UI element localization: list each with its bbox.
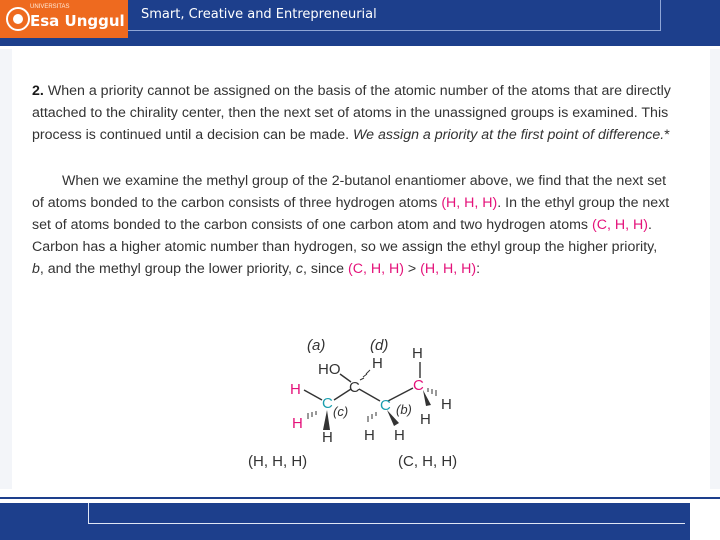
explanation-text-6: : bbox=[476, 261, 481, 277]
logo-caption: UNIVERSITAS bbox=[30, 4, 70, 10]
label-c: (c) bbox=[333, 404, 349, 419]
highlight-hhh: (H, H, H) bbox=[441, 195, 498, 211]
footer-corner bbox=[690, 503, 720, 540]
label-d: (d) bbox=[370, 337, 389, 354]
footer-divider bbox=[0, 497, 720, 499]
logo bbox=[0, 0, 128, 38]
butanol-structure-diagram bbox=[230, 330, 490, 480]
caption-methyl: (H, H, H) bbox=[248, 453, 308, 470]
explanation-text-5: , since bbox=[303, 261, 348, 277]
bond-c2-c3 bbox=[359, 389, 380, 401]
footer-frame bbox=[88, 503, 685, 524]
label-a: (a) bbox=[307, 337, 326, 354]
carbon-terminal: C bbox=[413, 377, 424, 394]
priority-c: c bbox=[295, 261, 304, 277]
priority-b: b bbox=[32, 261, 40, 277]
rule-number: 2. bbox=[32, 83, 44, 99]
carbon-center: C bbox=[349, 379, 360, 396]
greater-than: > bbox=[403, 261, 421, 277]
explanation-text-2: . In the ethyl group the next set of atoms bonded to the carbon consists of one carbon atom and two hydrogen atoms bbox=[32, 195, 670, 233]
university-logo-icon bbox=[6, 7, 30, 31]
hydrogen-c1-bottom: H bbox=[322, 429, 333, 446]
highlight-chh-2: (C, H, H) bbox=[347, 261, 404, 277]
highlight-chh: (C, H, H) bbox=[591, 217, 648, 233]
tagline: Smart, Creative and Entrepreneurial bbox=[141, 7, 377, 22]
bond-c3-c4 bbox=[388, 388, 413, 401]
explanation-paragraph bbox=[32, 170, 672, 280]
hydrogen-right: H bbox=[441, 396, 452, 413]
right-rail bbox=[710, 49, 720, 489]
explanation-text-3: . Carbon has a higher atomic number than hydrogen, so we assign the ethyl group the higher priority, bbox=[32, 217, 658, 255]
hydrogen-c3-right: H bbox=[394, 427, 405, 444]
carbon-ethyl: C bbox=[380, 397, 391, 414]
hydrogen-c3-left: H bbox=[364, 427, 375, 444]
caption-ethyl: (C, H, H) bbox=[398, 453, 458, 470]
hydroxyl-label: HO bbox=[318, 361, 341, 378]
footnote-mark: * bbox=[664, 127, 670, 143]
highlight-hhh-2: (H, H, H) bbox=[420, 261, 477, 277]
hydrogen-c4-bottom: H bbox=[420, 411, 431, 428]
logo-text: Esa Unggul bbox=[30, 12, 125, 30]
carbon-methyl: C bbox=[322, 395, 333, 412]
left-rail bbox=[0, 49, 12, 489]
hydrogen-c1-left: H bbox=[292, 415, 303, 432]
rule-emphasis: We assign a priority at the first point of difference. bbox=[353, 127, 665, 143]
explanation-text-4: , and the methyl group the lower priority, bbox=[39, 261, 296, 277]
explanation-text-1: When we examine the methyl group of the 2-butanol enantiomer above, we find that the next set of atoms bonded to the carbon consists of three hydrogen atoms bbox=[32, 173, 667, 211]
label-b: (b) bbox=[396, 402, 412, 417]
rule-text: When a priority cannot be assigned on the basis of the atomic number of the atoms that are directly attached to the chirality center, then the next set of atoms in the unassigned groups is examined. This process is continued until a decision can be made. bbox=[32, 83, 671, 143]
bond-h-c1 bbox=[304, 390, 322, 400]
rule-paragraph bbox=[32, 80, 672, 146]
hydrogen-c1-top: H bbox=[290, 381, 301, 398]
hydrogen-d: H bbox=[372, 355, 383, 372]
hydrogen-top: H bbox=[412, 345, 423, 362]
